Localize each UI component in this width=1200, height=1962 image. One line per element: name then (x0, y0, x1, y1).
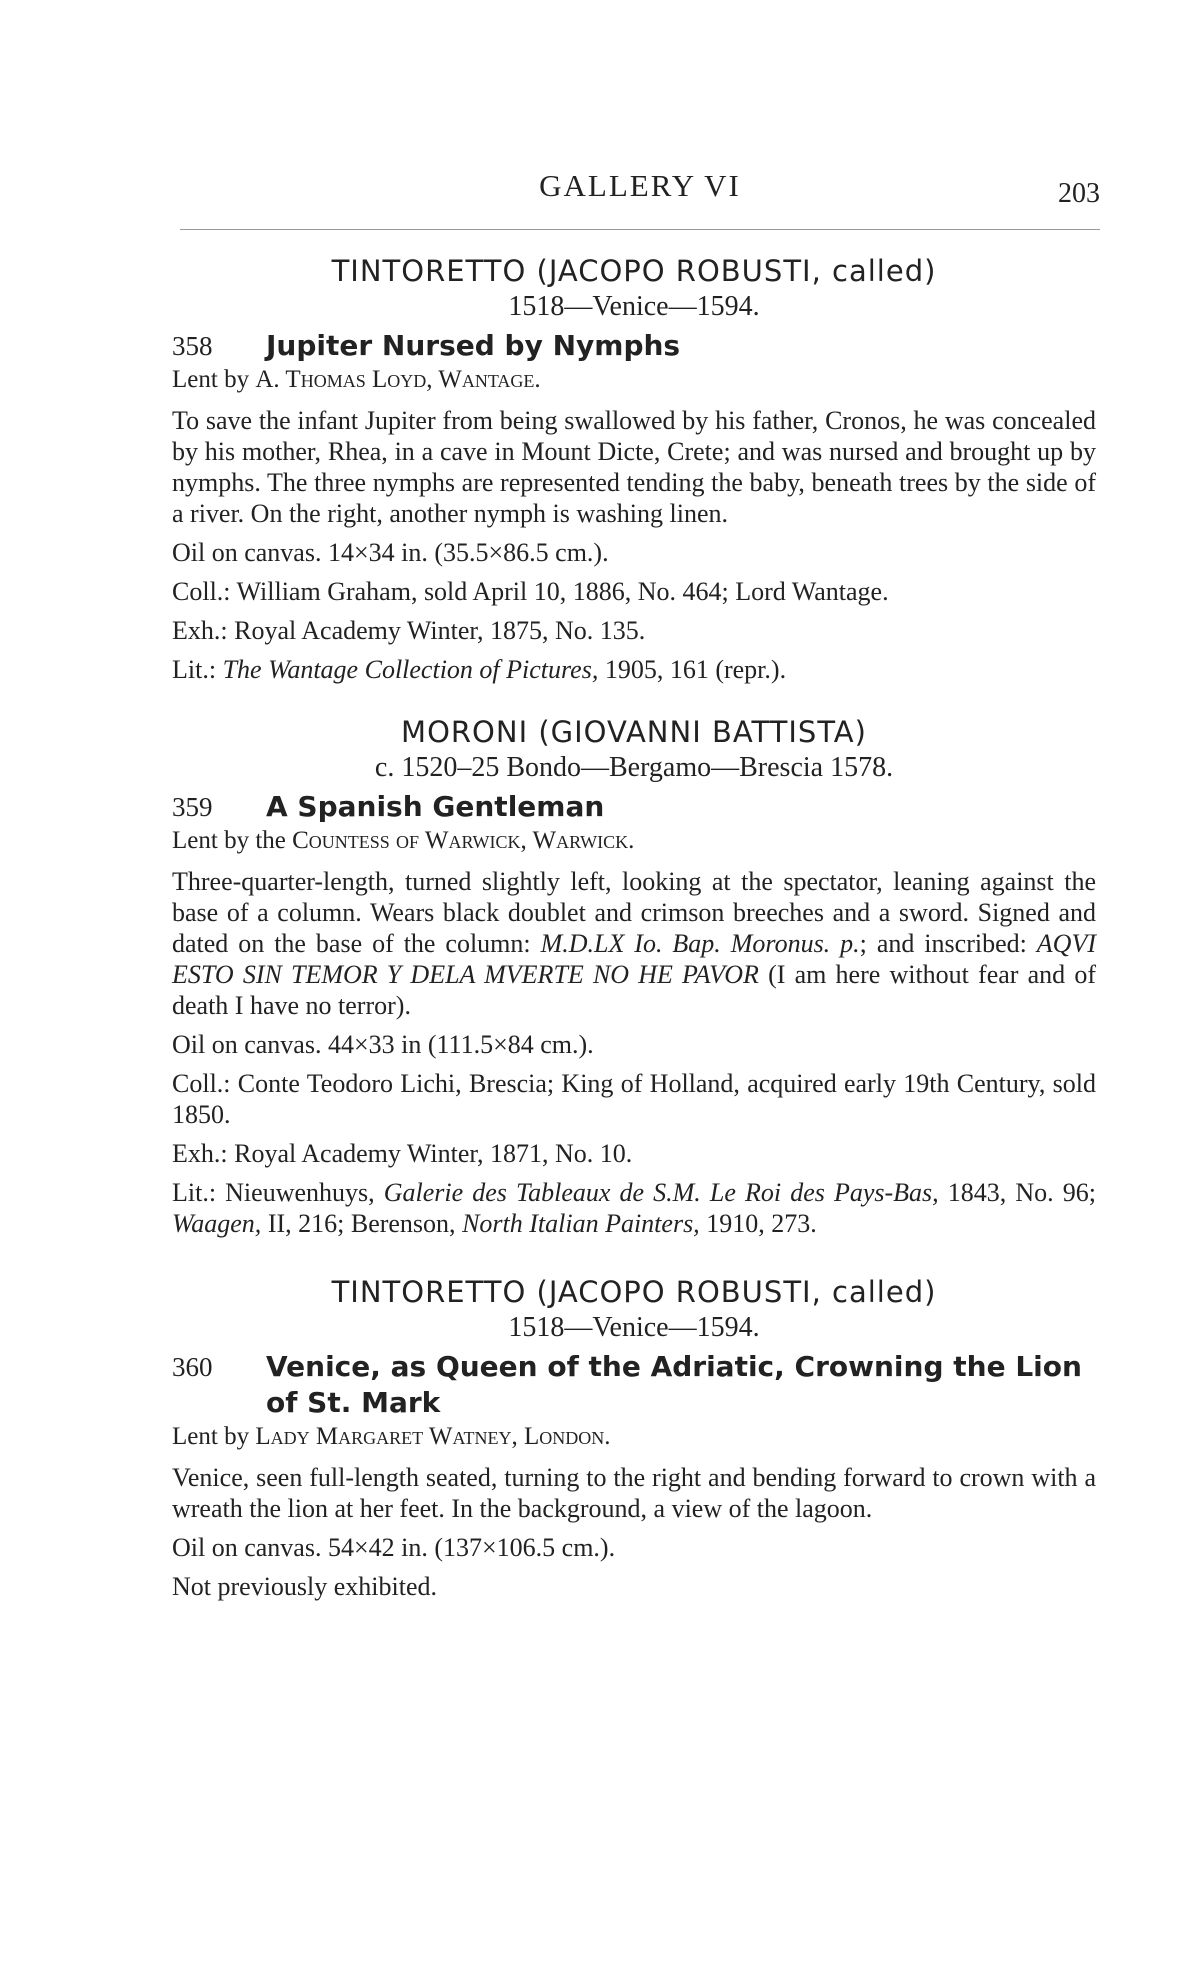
lender-line (172, 825, 1096, 856)
lender-line (172, 1421, 1096, 1452)
catalogue-entry (172, 713, 1096, 1239)
painting-title: Jupiter Nursed by Nymphs (266, 329, 681, 362)
artist-heading: MORONI (GIOVANNI BATTISTA) (401, 715, 867, 749)
lit-title: North Italian Painters, (462, 1209, 700, 1238)
running-title: GALLERY VI (539, 168, 741, 203)
artist-heading: TINTORETTO (JACOPO ROBUSTI, called) (331, 1275, 937, 1309)
artist-dates: c. 1520–25 Bondo—Bergamo—Brescia 1578. (374, 752, 894, 783)
lit-author: Waagen, (172, 1209, 262, 1238)
entry-heading (172, 1349, 1096, 1421)
lender-prefix: Lent by (172, 1423, 256, 1450)
page-header (180, 168, 1100, 208)
signature-text: M.D.LX Io. Bap. Moronus. p. (540, 929, 860, 958)
medium-dimensions: Oil on canvas. 44×33 in (111.5×84 cm.). (172, 1030, 594, 1059)
collection-history: Coll.: William Graham, sold April 10, 1886, No. 464; Lord Wantage. (172, 577, 889, 606)
header-rule (180, 229, 1100, 230)
literature (172, 654, 1096, 685)
lender-prefix: Lent by the (172, 827, 293, 854)
lit-text: 1843, No. 96; (938, 1178, 1096, 1207)
collection-history: Coll.: Conte Teodoro Lichi, Brescia; King of Holland, acquired early 19th Century, sold 1850. (172, 1069, 1096, 1129)
desc-text: Three-quarter-length, turned slightly left, looking at the spectator, leaning against the base of a column. Wears black doublet and crimson breeches and a sword. Signed and dated on the base of the column: (172, 867, 1096, 958)
artist-dates: 1518—Venice—1594. (508, 1312, 760, 1343)
lit-prefix: Lit.: Nieuwenhuys, (172, 1178, 384, 1207)
entry-heading (172, 328, 1096, 364)
desc-text: (I am here without fear and of death I have no terror). (172, 960, 1096, 1020)
literature (172, 1177, 1096, 1239)
painting-title: Venice, as Queen of the Adriatic, Crowning the Lion of St. Mark (266, 1350, 1082, 1419)
catalogue-entry (172, 1273, 1096, 1602)
lender-name: Lady Margaret Watney, London. (255, 1423, 611, 1450)
entry-heading (172, 789, 1096, 825)
artist-dates: 1518—Venice—1594. (508, 291, 760, 322)
lender-prefix: Lent by (172, 366, 256, 393)
artist-heading: TINTORETTO (JACOPO ROBUSTI, called) (331, 254, 937, 288)
catalogue-content (172, 252, 1096, 1602)
lit-suffix: 1905, 161 (repr.). (598, 655, 787, 684)
lit-text: II, 216; Berenson, (261, 1209, 463, 1238)
inscription-text: AQVI ESTO SIN TEMOR Y DELA MVERTE NO HE PAVOR (172, 929, 1096, 989)
description (172, 866, 1096, 1021)
lit-prefix: Lit.: (172, 655, 223, 684)
desc-text: ; and inscribed: (859, 929, 1037, 958)
lender-name: A. Thomas Loyd, Wantage. (255, 366, 541, 393)
catalogue-number: 359 (172, 792, 213, 822)
description: To save the infant Jupiter from being swallowed by his father, Cronos, he was concealed by his mother, Rhea, in a cave in Mount Dicte, Crete; and was nursed and brought up by nymphs. The three nymphs are represented tending the baby, beneath trees by the side of a river. On the right, another nymph is washing linen. (172, 406, 1096, 528)
exhibition-history: Exh.: Royal Academy Winter, 1871, No. 10. (172, 1139, 633, 1168)
catalogue-entry (172, 252, 1096, 685)
exhibition-history: Exh.: Royal Academy Winter, 1875, No. 135. (172, 616, 646, 645)
lit-title: The Wantage Collection of Pictures, (222, 655, 599, 684)
catalogue-number: 360 (172, 1352, 213, 1382)
lender-name: Countess of Warwick, Warwick. (292, 827, 635, 854)
lender-line (172, 364, 1096, 395)
exhibition-note: Not previously exhibited. (172, 1572, 438, 1601)
painting-title: A Spanish Gentleman (266, 790, 605, 823)
description: Venice, seen full-length seated, turning to the right and bending forward to crown with a wreath the lion at her feet. In the background, a view of the lagoon. (172, 1463, 1096, 1523)
medium-dimensions: Oil on canvas. 14×34 in. (35.5×86.5 cm.). (172, 538, 609, 567)
lit-title: Galerie des Tableaux de S.M. Le Roi des Pays-Bas, (383, 1178, 939, 1207)
lit-suffix: 1910, 273. (699, 1209, 817, 1238)
catalogue-number: 358 (172, 331, 213, 361)
page-number: 203 (1058, 178, 1100, 209)
medium-dimensions: Oil on canvas. 54×42 in. (137×106.5 cm.). (172, 1533, 616, 1562)
